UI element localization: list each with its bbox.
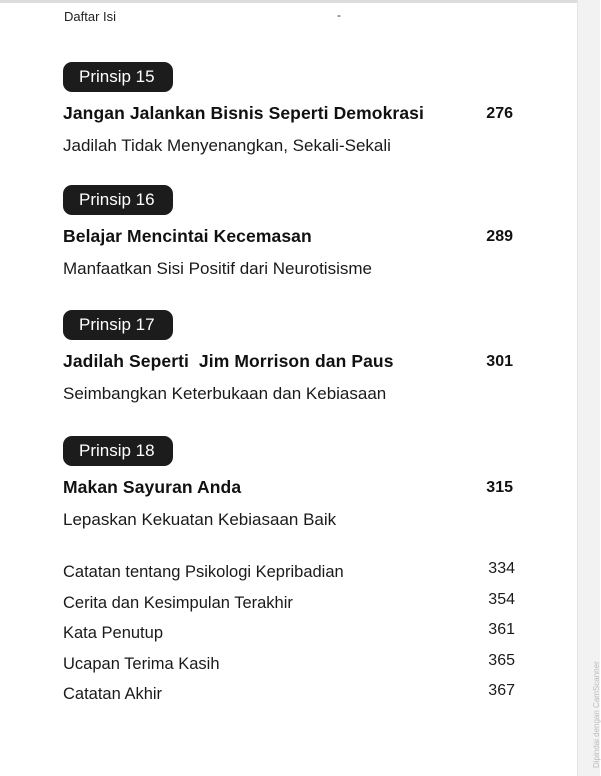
toc-section-18	[63, 436, 523, 530]
page-number: 301	[486, 353, 513, 370]
list-item-label: Cerita dan Kesimpulan Terakhir	[63, 593, 293, 612]
page-number: 354	[488, 590, 515, 608]
page-number: 315	[486, 479, 513, 496]
page-number: 367	[488, 682, 515, 699]
chapter-subtitle: Seimbangkan Keterbukaan dan Kebiasaan	[63, 384, 387, 403]
chapter-title: Jadilah Seperti Jim Morrison dan Paus	[63, 351, 394, 371]
list-item-label: Catatan tentang Psikologi Kepribadian	[63, 563, 344, 581]
top-edge	[0, 0, 578, 3]
list-item-label: Kata Penutup	[63, 624, 163, 642]
chapter-title: Belajar Mencintai Kecemasan	[63, 226, 312, 246]
back-matter-list	[63, 560, 523, 716]
page-number: 334	[488, 560, 515, 577]
scanner-watermark	[578, 650, 600, 770]
toc-section-17	[63, 310, 523, 404]
principle-badge: Prinsip 17	[63, 310, 173, 340]
toc-section-16	[63, 185, 523, 279]
chapter-subtitle: Lepaskan Kekuatan Kebiasaan Baik	[63, 510, 337, 529]
toc-section-15	[63, 62, 523, 156]
principle-badge: Prinsip 18	[63, 436, 173, 466]
page-number: 365	[488, 651, 515, 669]
page-number: 361	[488, 621, 515, 638]
toc-entry[interactable]	[63, 477, 523, 501]
principle-badge: Prinsip 15	[63, 62, 173, 92]
list-item[interactable]	[63, 621, 523, 655]
header-mark: -	[337, 8, 341, 22]
page-number: 276	[486, 105, 513, 122]
chapter-subtitle: Jadilah Tidak Menyenangkan, Sekali-Sekali	[63, 136, 391, 155]
page-number: 289	[486, 228, 513, 245]
toc-entry[interactable]	[63, 351, 523, 375]
list-item-label: Catatan Akhir	[63, 685, 163, 703]
watermark-text: Dipindai dengan CamScanner	[592, 661, 601, 768]
list-item[interactable]	[63, 651, 523, 686]
list-item[interactable]	[63, 560, 523, 594]
list-item[interactable]	[63, 682, 523, 716]
toc-entry[interactable]	[63, 103, 523, 127]
principle-badge: Prinsip 16	[63, 185, 173, 215]
chapter-subtitle: Manfaatkan Sisi Positif dari Neurotisisme	[63, 259, 372, 278]
running-header: Daftar Isi	[64, 9, 117, 24]
toc-entry[interactable]	[63, 226, 523, 250]
chapter-title: Jangan Jalankan Bisnis Seperti Demokrasi	[63, 103, 424, 123]
chapter-title: Makan Sayuran Anda	[63, 477, 242, 497]
list-item-label: Ucapan Terima Kasih	[63, 654, 220, 673]
list-item[interactable]	[63, 590, 523, 625]
